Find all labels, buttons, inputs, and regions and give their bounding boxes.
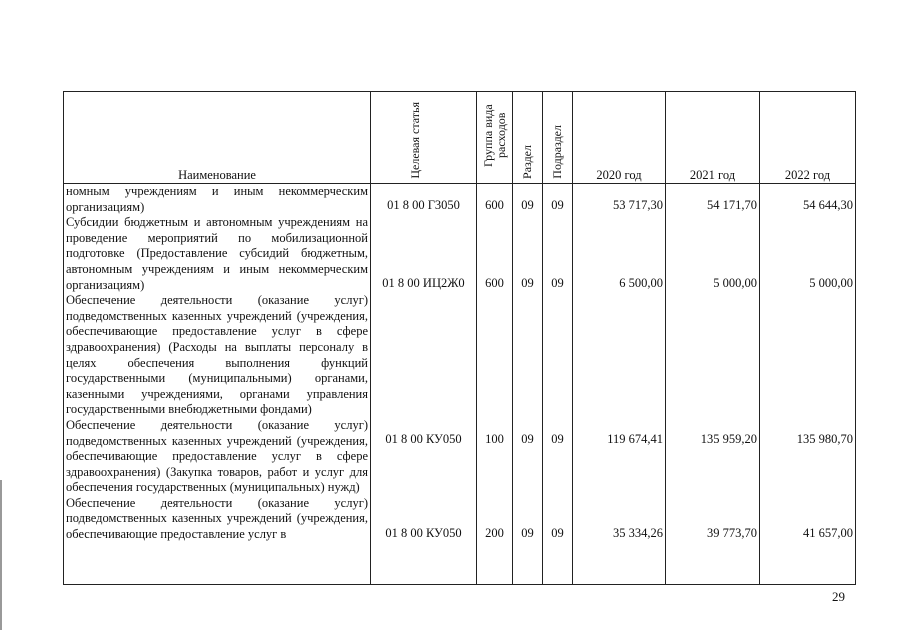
header-name: Наименование — [64, 92, 371, 184]
header-subsection: Подраздел — [543, 92, 573, 184]
row2-group: 600 — [485, 276, 504, 290]
header-2022: 2022 год — [760, 92, 856, 184]
row2-subsection: 09 — [551, 276, 564, 290]
row2-section: 09 — [521, 276, 534, 290]
row4-2021: 39 773,70 — [707, 526, 757, 540]
header-2021: 2021 год — [666, 92, 760, 184]
header-2020: 2020 год — [573, 92, 666, 184]
row3-subsection: 09 — [551, 432, 564, 446]
header-expense-group: Группа вида расходов — [477, 92, 513, 184]
row4-section: 09 — [521, 526, 534, 540]
group-column — [477, 184, 513, 585]
row4-2020: 35 334,26 — [613, 526, 663, 540]
article-column — [371, 184, 477, 585]
row1-group: 600 — [485, 198, 504, 212]
row3-article: 01 8 00 КУ050 — [385, 432, 462, 446]
y2022-column — [760, 184, 856, 585]
row1-2021: 54 171,70 — [707, 198, 757, 212]
page-number: 29 — [832, 589, 845, 604]
row3-2021: 135 959,20 — [700, 432, 757, 446]
section-column — [513, 184, 543, 585]
row1-subsection: 09 — [551, 198, 564, 212]
subsection-column — [543, 184, 573, 585]
row1-2020: 53 717,30 — [613, 198, 663, 212]
y2021-column — [666, 184, 760, 585]
row4-2022: 41 657,00 — [803, 526, 853, 540]
table-header-row — [64, 92, 856, 184]
row3-2020: 119 674,41 — [607, 432, 663, 446]
row1-article: 01 8 00 Г3050 — [387, 198, 460, 212]
header-target-article: Целевая статья — [371, 92, 477, 184]
y2020-column — [573, 184, 666, 585]
row2-2022: 5 000,00 — [809, 276, 853, 290]
row1-section: 09 — [521, 198, 534, 212]
row1-2022: 54 644,30 — [803, 198, 853, 212]
row3-group: 100 — [485, 432, 504, 446]
names-cell — [64, 184, 371, 585]
row3-2022: 135 980,70 — [796, 432, 853, 446]
row3-section: 09 — [521, 432, 534, 446]
budget-table — [63, 91, 856, 585]
scan-edge-line — [0, 480, 2, 630]
row2-2021: 5 000,00 — [713, 276, 757, 290]
row4-subsection: 09 — [551, 526, 564, 540]
row2-article: 01 8 00 ИЦ2Ж0 — [382, 276, 465, 290]
row4-article: 01 8 00 КУ050 — [385, 526, 462, 540]
names-text: номным учреждениям и иным некоммерческим организациям) Субсидии бюджетным и автономным учреждениям на проведение мероприятий по мобилизационной подготовке (Предоставление субсидий бюджетным, автономным учреждениям и иным некоммерческим организациям) Обеспечение деятельности (оказание услуг) подведомственных казенных учреждений (учреждения, обеспечивающие предоставление услуг в сфере здравоохранения) (Расходы на выплаты персоналу в целях обеспечения выполнения функций государственными (муниципальными) органами, казенными учреждениями, органами управления государственными внебюджетными фондами) Обеспечение деятельности (оказание услуг) подведомственных казенных учреждений (учреждения, обеспечивающие предоставление услуг в сфере здравоохранения) (Закупка товаров, работ и услуг для обеспечения государственных (муниципальных) нужд) Обеспечение деятельности (оказание услуг) подведомственных казенных учреждений (учреждения, обеспечивающие предоставление услуг в — [66, 184, 368, 542]
table-row — [64, 184, 856, 585]
row2-2020: 6 500,00 — [619, 276, 663, 290]
header-section: Раздел — [513, 92, 543, 184]
row4-group: 200 — [485, 526, 504, 540]
